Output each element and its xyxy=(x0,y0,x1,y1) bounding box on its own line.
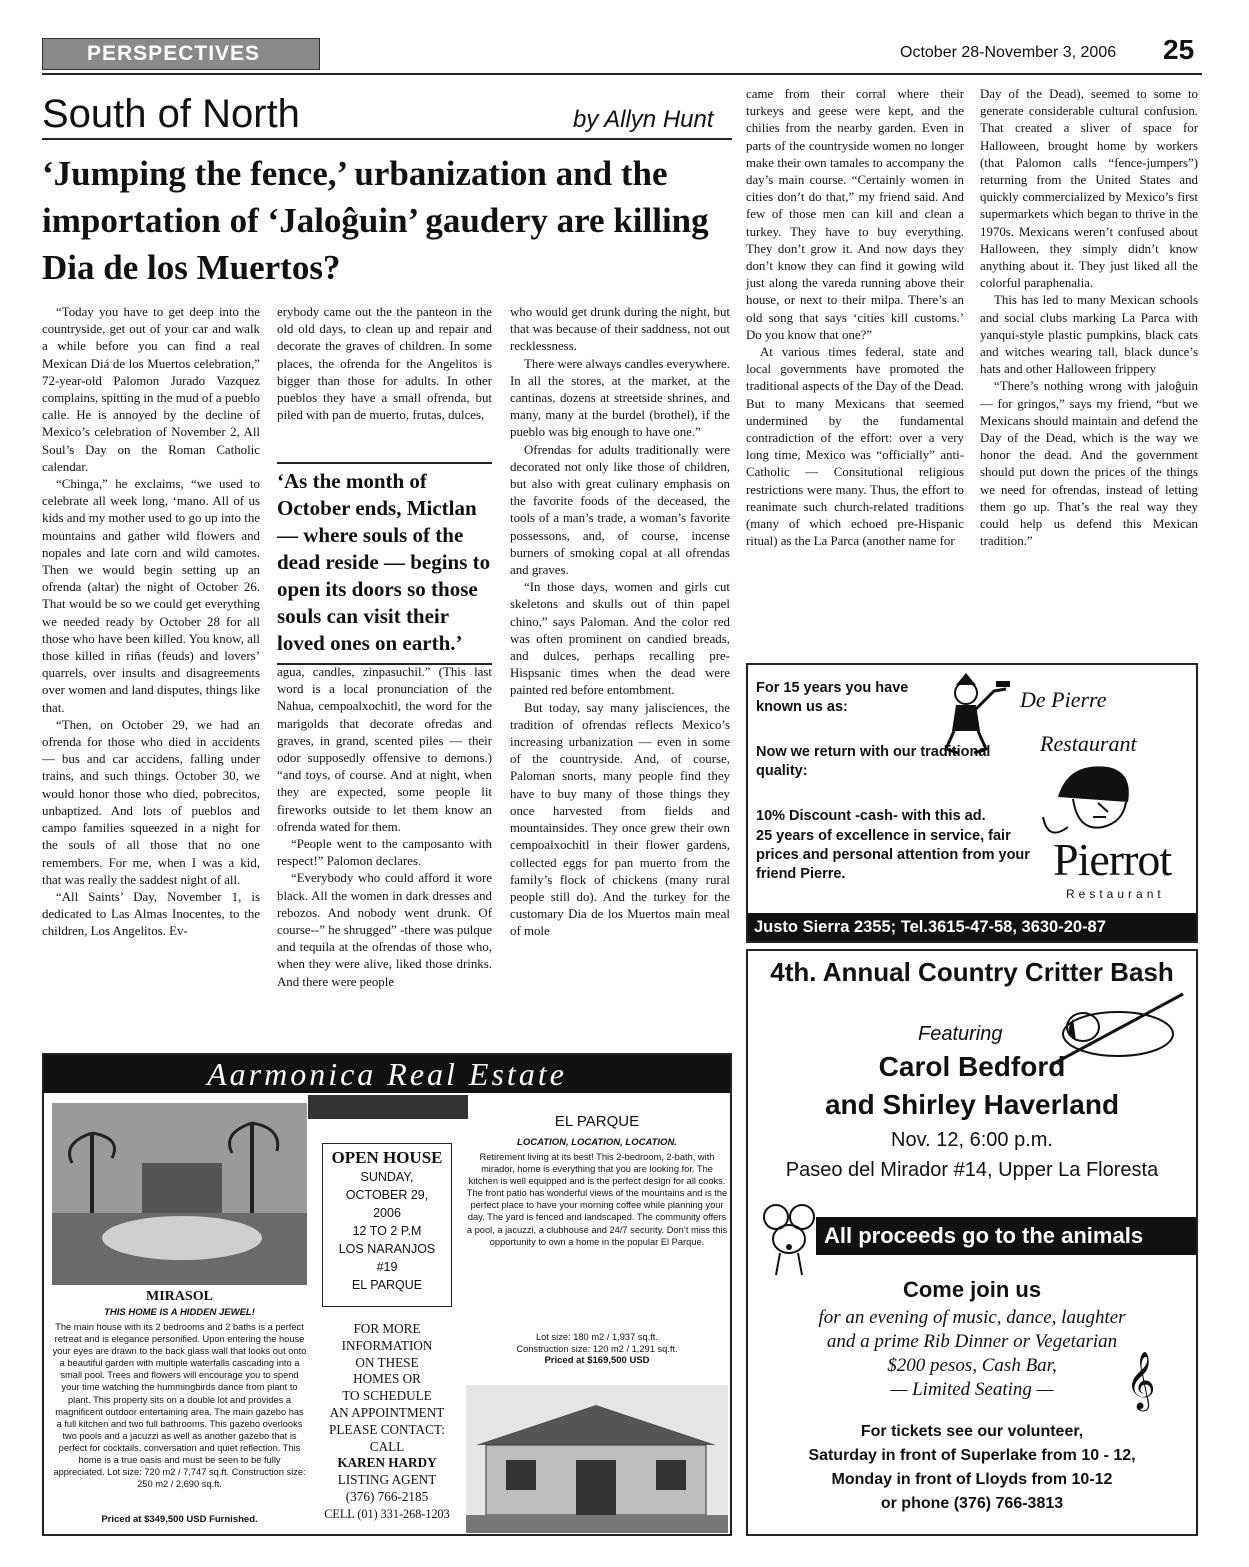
paragraph: But today, say many jalisciences, the tradition of ofrendas reflects Mexico’s increasing urbanization — even in some of the countryside. And, of course, Paloman snorts, many people find they have to buy many of those things they once harvested from fields and mountainsides. They once grew their own cempoalxochitl in their flower gardens, collected eggs for pan muerto from the family’s flock of chickens (many rural people still do). And the turkey for the customary Dia de los Muertos main meal of mole xyxy=(510,700,730,939)
article-column-2-bottom xyxy=(277,664,492,991)
pierrot-logo: Pierrot xyxy=(1053,834,1172,885)
contact-line: ON THESE xyxy=(355,1354,419,1370)
open-house-line: #19 xyxy=(376,1260,398,1274)
event-date: Nov. 12, 6:00 p.m. xyxy=(891,1129,1053,1151)
agent-name: KAREN HARDY xyxy=(337,1455,437,1471)
mirasol-price: Priced at $349,500 USD Furnished. xyxy=(101,1514,258,1525)
ad-text-return: Now we return with our traditional quality: xyxy=(756,744,991,779)
featured-name-1: Carol Bedford xyxy=(878,1051,1066,1082)
proceeds-banner: All proceeds go to the animals xyxy=(816,1217,1196,1255)
open-house-title: OPEN HOUSE xyxy=(331,1148,443,1167)
agency-name: Aarmonica Real Estate xyxy=(207,1056,567,1092)
article-column-2-top xyxy=(277,304,492,424)
byline: by Allyn Hunt xyxy=(573,106,714,133)
mirasol-photo xyxy=(52,1103,307,1285)
title-rule xyxy=(42,138,732,140)
paragraph: “Chinga,” he exclaims, “we used to celebrate all week long, ‘mano. All of us kids and my mother used to go up into the mountains and gather wild flowers and nopales and late corn and wild camotes. Then we would begin setting up an ofrenda (altar) the night of October 26. That would be so we could get everything we needed ready by October 28 for all those who have been killed. You know, all those killed in riñas (feuds) and lovers’ quarrels, over insults and disagreements over women and land disputes, things like that. xyxy=(42,477,260,715)
contact-line: CALL xyxy=(369,1438,405,1454)
headline: ‘Jumping the fence,’ urbanization and the importation of ‘Jaloĝuin’ gaudery are killing Dia de los Muertos? xyxy=(42,154,709,287)
open-house-line: EL PARQUE xyxy=(351,1278,423,1292)
open-house-line: 12 TO 2 P.M xyxy=(352,1224,422,1238)
section-tag: PERSPECTIVES xyxy=(42,38,320,70)
paragraph: came from their corral where their turkeys and geese were kept, and the chilies from the nearby garden. Even in parts of the countryside women no longer make their own tamales to accompany the day’s main course. “Certainly women in cities don’t do that,” my friend said. And few of those men can kill and clean a turkey. They have to buy everything. They don’t grow it. And now days they don’t know they can find it gowing wild just along the vareda running above their house, or next to their milpa. There’s an old song that says ‘cities kill customs.’ Do you know that one?” xyxy=(746,87,964,342)
open-house-line: 2006 xyxy=(373,1206,401,1220)
ad-text-history: For 15 years you have known us as: xyxy=(756,680,909,715)
contact-line: HOMES OR xyxy=(353,1371,421,1387)
event-description-1: for an evening of music, dance, laughter xyxy=(818,1307,1126,1328)
contact-line: INFORMATION xyxy=(341,1337,433,1353)
banner-photo xyxy=(308,1095,468,1119)
paragraph: Day of the Dead), seemed to some to generate considerable cultural confusion. That created a sliver of space for Halloween, brought home by workers (that Palomon calls “fence-jumpers”) returning from the United States and quickly commercialized by Mexico’s first supermarkets which began to thrive in the 1970s. Mexicans weren’t confused about Halloween, they simply didn’t know anything about it. They just liked all the colorful paraphenalia. xyxy=(980,87,1198,291)
header-rule xyxy=(42,73,1202,75)
pierre-restaurant-ad xyxy=(746,663,1198,943)
mirasol-title: MIRASOL xyxy=(146,1289,213,1304)
open-house-line: SUNDAY, xyxy=(360,1170,414,1184)
event-title: 4th. Annual Country Critter Bash xyxy=(770,957,1174,987)
el-parque-title: EL PARQUE xyxy=(554,1113,640,1130)
restaurant-logo-text: Restaurant xyxy=(1040,731,1137,756)
paragraph: “Then, on October 29, we had an ofrenda for those who died in accidents — bus and car accidens, falling under trains, and such things. October 30, we would honor those who died, pobrecitos, unbaptized. And lots of pueblos and campo families squeezed in a night for the souls of all those that no one remembers. For me, when I was a kid, that was really the saddest night of all. xyxy=(42,717,260,887)
column-title: South of North xyxy=(42,92,300,136)
ad-text-discount: 10% Discount -cash- with this ad. xyxy=(756,808,986,824)
tickets-line-2: Saturday in front of Superlake from 10 - 12, xyxy=(808,1447,1136,1464)
agent-title: LISTING AGENT xyxy=(337,1472,437,1488)
agent-cell: CELL (01) 331-268-1203 xyxy=(324,1506,450,1521)
featured-name-2: and Shirley Haverland xyxy=(824,1089,1120,1120)
paragraph: “Today you have to get deep into the countryside, get out of your car and walk a while before you can find a real Mexican Diá de los Muertos celebration,” 72-year-old Palomon Jurado Vazquez complains, spitting in the mud of a pueblo calle. He is annoyed by the decline of Mexico’s celebration of November 2, All Soul’s Day on the Roman Catholic calendar. xyxy=(42,305,260,474)
paragraph: “All Saints’ Day, November 1, is dedicated to Las Almas Inocentes, to the children, Los Angelitos. Ev- xyxy=(42,889,260,939)
open-house-box xyxy=(322,1143,452,1307)
music-note-icon: 𝄞 xyxy=(1126,1352,1156,1408)
article-column-3 xyxy=(510,304,730,941)
critter-bash-ad xyxy=(746,949,1198,1536)
featuring-label: Featuring xyxy=(918,1023,1003,1045)
open-house-line: OCTOBER 29, xyxy=(345,1188,429,1202)
pull-quote: ‘As the month of October ends, Mictlan — where souls of the dead reside — begins to open its doors so those souls can visit their loved ones on earth.’ xyxy=(277,462,492,665)
event-location: Paseo del Mirador #14, Upper La Floresta xyxy=(785,1159,1159,1181)
contact-line: FOR MORE xyxy=(353,1321,421,1336)
contact-line: TO SCHEDULE xyxy=(342,1388,432,1404)
limited-seating: — Limited Seating — xyxy=(890,1379,1054,1400)
el-parque-photo xyxy=(466,1385,728,1533)
el-parque-lot-size: Lot size: 180 m2 / 1,937 sq.ft. xyxy=(536,1332,658,1342)
paragraph: Ofrendas for adults traditionally were decorated not only like those of children, but also with great culinary emphasis on the favorite foods of the deceased, the tools of a man’s trade, a woman’s favorite possessons, and, of course, incense burners of smoking copal at all ofrendas and graves. xyxy=(510,442,730,578)
mirasol-description: The main house with its 2 bedrooms and 2 baths is a perfect retreat and is elegance personified. Upon entering the house your eyes are drawn to the back glass wall that looks out onto a beautiful garden with multiple waterfalls cascading into a small pool. Trees and flowers will encourage you to spend your time watching the hummingbirds dance from plant to plant. This property sits on a double lot and provides a magnificent outdoor entertaining area. The main gazebo has a full kitchen and two full bathrooms. This gazebo overlooks two pools and a jacuzzi as well as another gazebo that is perfect for cocktails, conversation and quiet reflection. This home is a true oasis and must be seen to be fully appreciated. Lot size: 720 m2 / 7,747 sq.ft. Construction size: 250 m2 / 2,690 sq.ft. xyxy=(52,1322,307,1490)
paragraph: This has led to many Mexican schools and social clubs marking La Parca with yanqui-style plastic pumpkins, black cats and witches wearing tall, black dunce’s hats and other Halloween frippery xyxy=(980,293,1198,377)
restaurant-address-bar: Justo Sierra 2355; Tel.3615-47-58, 3630-20-87 xyxy=(748,913,1196,941)
come-join-us: Come join us xyxy=(902,1277,1042,1302)
tickets-line-1: For tickets see our volunteer, xyxy=(860,1423,1084,1440)
real-estate-ad xyxy=(42,1053,732,1536)
event-description-2: and a prime Rib Dinner or Vegetarian xyxy=(826,1331,1118,1352)
agent-phone: (376) 766-2185 xyxy=(345,1488,429,1504)
de-pierre-logo: De Pierre xyxy=(1020,687,1107,712)
el-parque-subtitle: LOCATION, LOCATION, LOCATION. xyxy=(517,1137,677,1148)
page-number: 25 xyxy=(1163,34,1195,65)
paragraph: who would get drunk during the night, but that was because of their saddness, not out recklessness. xyxy=(510,305,730,354)
contact-line: PLEASE CONTACT: xyxy=(329,1421,445,1437)
paragraph: “People went to the camposanto with respect!” Palomon declares. xyxy=(277,837,492,869)
paragraph: “Everybody who could afford it wore black. All the women in dark dresses and rebozos. And nobody went drunk. Of course--” he shrugged” -there was pulque and tequila at the ofrendas of those who, when they were alive, liked those drinks. And there were people xyxy=(277,871,492,989)
paragraph: erybody came out the the panteon in the old old days, to clean up and repair and decorate the graves of children. In some places, the ofrenda for the Angelitos is bigger than those for adults. In other pueblos they have a small ofrenda, but piled with pan de muerto, frutas, dulces, xyxy=(277,305,492,423)
el-parque-description: Retirement living at its best! This 2-bedroom, 2-bath, with mirador, home is everything that you are looking for. The kitchen is well equipped and is the perfect design for all cooks. The front patio has wonderful views of the mountains and is the perfect place to have your morning coffee while planning your day. The yard is fenced and landscaped. The community offers a pool, a jacuzzi, a clubhouse and 24/7 security. Don’t miss this opportunity to own a home in the popular El Parque. xyxy=(466,1152,728,1247)
article-column-5 xyxy=(980,86,1198,550)
paragraph: “In those days, women and girls cut skeletons and skulls out of thin papel chino,” says Paloman. And the color red was often prominent on candied breads, and dulces, perhaps recalling pre-Hispsanic times when the dead were painted red before entombment. xyxy=(510,580,730,698)
article-column-1 xyxy=(42,304,260,941)
article-column-4 xyxy=(746,86,964,550)
event-price: $200 pesos, Cash Bar, xyxy=(887,1355,1057,1376)
open-house-details xyxy=(323,1168,451,1294)
tickets-line-4: or phone (376) 766-3813 xyxy=(880,1495,1064,1512)
real-estate-banner xyxy=(44,1055,730,1093)
paragraph: “There’s nothing wrong with jaloĝuin — for gringos,” says my friend, “but we Mexicans should maintain and defend the Day of the Dead, which is the way we honor the dead. And the government should put down the prices of the things we need for ofrendas, instead of letting them go up. That’s the real way they could help us defend this Mexican tradition.” xyxy=(980,379,1198,549)
tickets-line-3: Monday in front of Lloyds from 10-12 xyxy=(831,1471,1113,1488)
pierrot-restaurant-text: Restaurant xyxy=(1066,887,1165,901)
el-parque-construction-size: Construction size: 120 m2 / 1,291 sq.ft. xyxy=(516,1344,678,1354)
paragraph: There were always candles everywhere. In all the stores, at the market, at the cantinas, dozens at streetside shrines, and many, many at the burdel (brothel), if the pueblo was big enough to have one.” xyxy=(510,356,730,440)
paragraph: At various times federal, state and local governments have promoted the traditional aspects of the Day of the Dead. But to many Mexicans that seemed undermined by the fundamental contradiction of the effort: over a very long time, Mexico was “officially” anti-Catholic — Consitutional religious restrictions were many. Thus, the effort to reanimate such church-related traditions (many of which echoed pre-Hispanic ritual) as the La Parca (another name for xyxy=(746,345,964,549)
el-parque-price: Priced at $169,500 USD xyxy=(544,1355,650,1366)
contact-line: AN APPOINTMENT xyxy=(329,1404,445,1420)
mirasol-subtitle: THIS HOME IS A HIDDEN JEWEL! xyxy=(104,1307,255,1318)
ad-text-excellence: 25 years of excellence in service, fair prices and personal attention from your friend Pierre. xyxy=(756,828,1030,882)
issue-date: October 28-November 3, 2006 xyxy=(900,44,1117,61)
open-house-line: LOS NARANJOS xyxy=(338,1242,436,1256)
contact-info xyxy=(318,1321,456,1523)
paragraph: agua, candles, zinpasuchil.” (This last word is a local pronunciation of the Nahua, cempoalxochitl, the word for the marigolds that decorate ofredas and graves, in grand, scented piles — their odor supposedly offensive to demons.) “and toys, of course. And at night, when they are expected, some people lit fireworks outside to let them know an ofrenda wated for them. xyxy=(277,665,492,834)
